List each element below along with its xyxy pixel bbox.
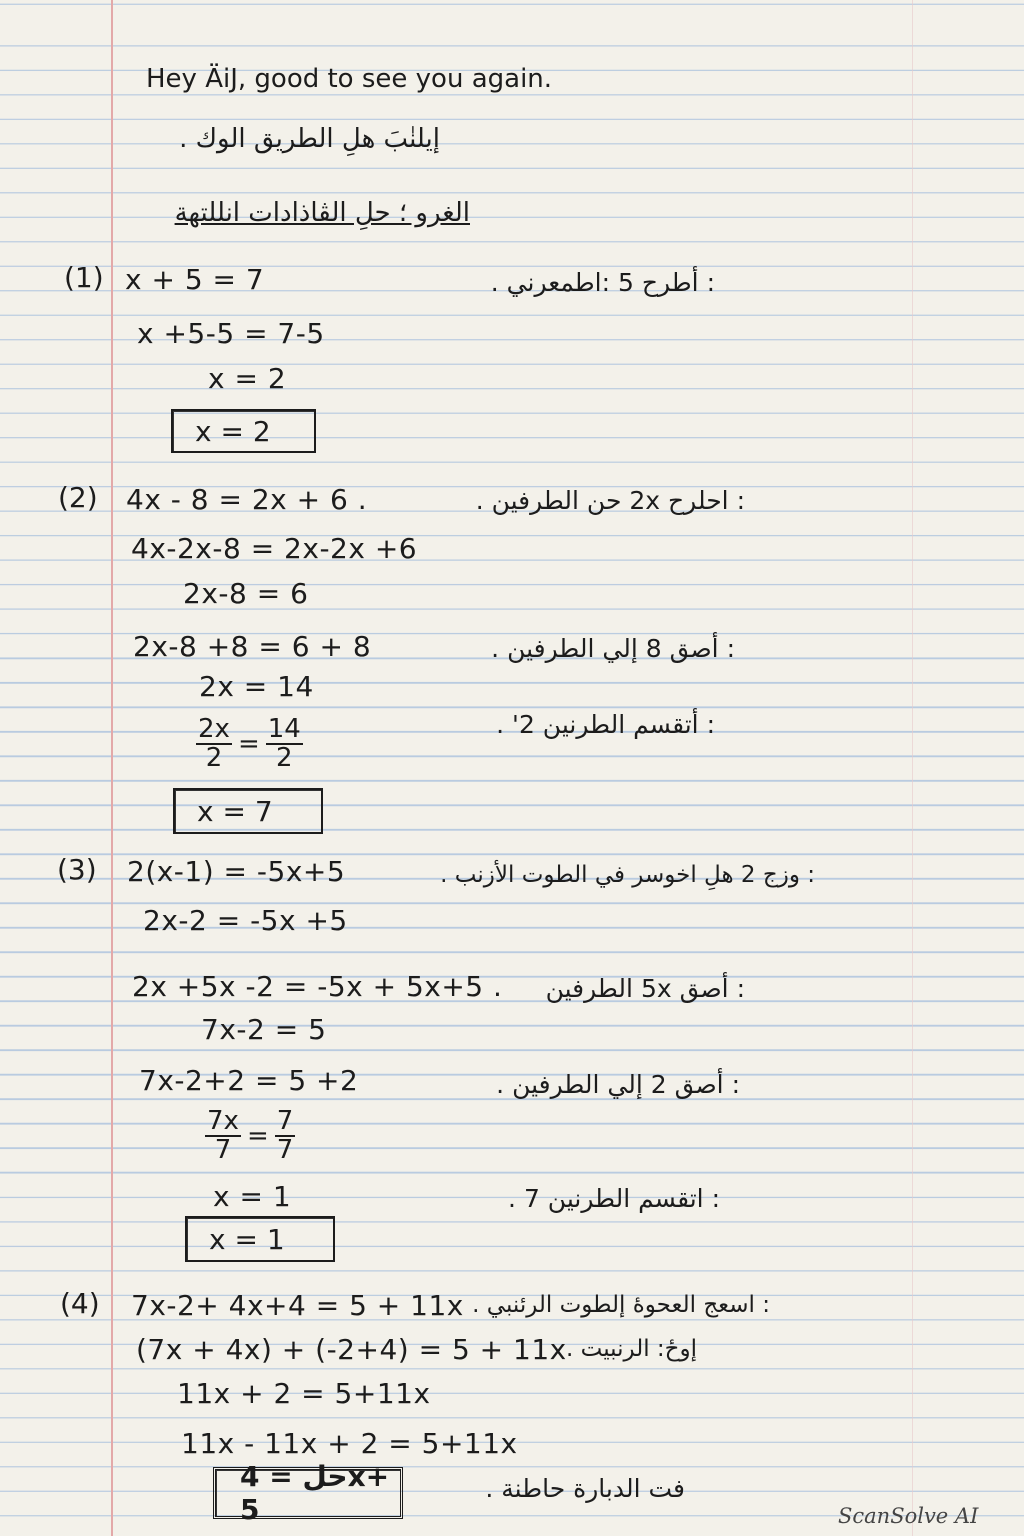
equation-step: x = 1 — [213, 1180, 292, 1213]
step-note: : اسعج العحوهٔ إلطوت الرئنبي . — [472, 1292, 770, 1318]
equation-step: x +5-5 = 7-5 — [137, 317, 325, 350]
step-note: : أتقسم الطرنين 2' . — [496, 710, 715, 739]
equation-step: x + 5 = 7 — [125, 263, 265, 296]
equation-step: 7x-2+ 4x+4 = 5 + 11x — [131, 1289, 464, 1322]
equation-step: 11x - 11x + 2 = 5+11x — [181, 1427, 518, 1460]
step-note: : اتقسم الطرنين 7 . — [508, 1184, 720, 1213]
fraction-step — [205, 1108, 295, 1165]
equals-sign: = — [246, 1121, 269, 1152]
fraction-numerator: 7 — [276, 1106, 294, 1136]
step-note: : أصق 5x الطرفين — [545, 974, 745, 1003]
answer-text: x = 2 — [195, 414, 271, 448]
step-note: إوحٔ: الرنبيت . — [566, 1336, 697, 1362]
step-note: : أصق 2 إلي الطرفين . — [496, 1070, 740, 1099]
answer-box — [213, 1460, 403, 1526]
problem-number: (3) — [57, 853, 97, 886]
fraction-denominator: 2 — [205, 743, 223, 774]
step-note: : احلرح 2x حن الطرفين . — [475, 486, 745, 515]
equation-step: 2(x-1) = -5x+5 — [127, 855, 346, 888]
fraction-step — [196, 716, 303, 773]
equation-step: 4x - 8 = 2x + 6 . — [126, 483, 368, 516]
answer-box — [173, 788, 323, 834]
problem-number: (4) — [60, 1287, 100, 1320]
fraction-denominator: 7 — [276, 1135, 294, 1166]
equation-step: 4x-2x-8 = 2x-2x +6 — [131, 532, 418, 565]
answer-box — [185, 1216, 335, 1262]
answer-text: x = 1 — [209, 1222, 285, 1256]
equation-step: 7x-2 = 5 — [201, 1013, 327, 1046]
fraction-numerator: 2x — [198, 714, 230, 744]
equation-step: 2x = 14 — [199, 670, 314, 703]
scansolve-watermark: ScanSolve AI — [838, 1504, 979, 1528]
fraction-numerator: 7x — [207, 1106, 239, 1136]
answer-text: حل = 4x+ 5 — [240, 1460, 390, 1526]
section-title: الغرو ؛ حلِ الڤاذادات انللتهة — [174, 198, 470, 228]
right-margin-line — [912, 0, 913, 1536]
equation-step: 2x +5x -2 = -5x + 5x+5 . — [132, 970, 503, 1003]
step-note: فت الدبارة حاطنة . — [485, 1474, 685, 1503]
equation-step: 2x-8 = 6 — [183, 577, 309, 610]
answer-box — [171, 409, 316, 453]
fraction-numerator: 14 — [267, 714, 301, 744]
equation-step: 2x-8 +8 = 6 + 8 — [133, 630, 372, 663]
equation-step: 11x + 2 = 5+11x — [177, 1377, 431, 1410]
equation-step: 2x-2 = -5x +5 — [143, 904, 348, 937]
equation-step: x = 2 — [208, 362, 287, 395]
step-note: : أصق 8 إلي الطرفين . — [491, 634, 735, 663]
fraction-denominator: 7 — [214, 1135, 232, 1166]
arabic-intro-line: إيلنٰبَ هلِ الطريق الوك . — [179, 124, 440, 154]
step-note: : أطرح 5 :اطمعرني . — [490, 268, 715, 297]
problem-number: (1) — [64, 261, 104, 294]
problem-number: (2) — [58, 481, 98, 514]
greeting-text: Hey ÄiJ, good to see you again. — [146, 64, 553, 94]
equals-sign: = — [237, 729, 260, 760]
step-note: : وزج 2 هلِ اخوسر في الطوت الأزنب . — [440, 862, 815, 888]
answer-text: x = 7 — [197, 794, 273, 828]
equation-step: 7x-2+2 = 5 +2 — [139, 1064, 359, 1097]
equation-step: (7x + 4x) + (-2+4) = 5 + 11x — [136, 1333, 567, 1366]
fraction-denominator: 2 — [276, 743, 293, 774]
margin-line — [111, 0, 113, 1536]
